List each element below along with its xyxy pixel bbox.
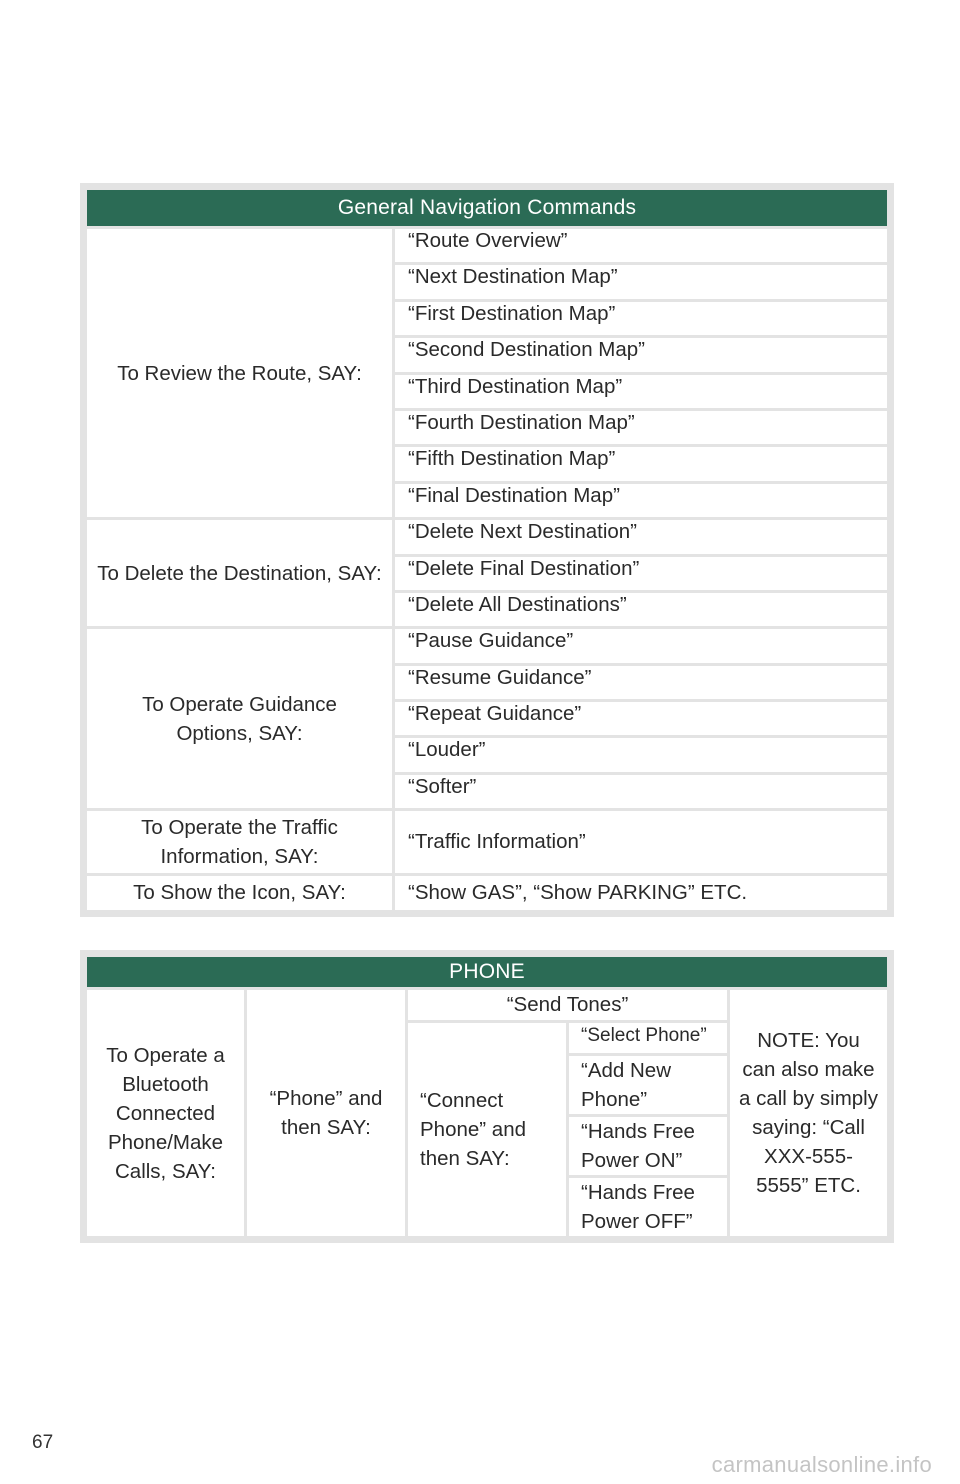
hands-free-off-command [569,1178,727,1236]
command-cell: “Fourth Destination Map” [395,411,887,444]
note-line: XXX-555- [764,1145,853,1168]
label-line: Information, SAY: [160,845,319,869]
command-cell: “Third Destination Map” [395,375,887,408]
label-line: Phone” and [420,1118,527,1141]
label-line: “Connect [420,1089,504,1112]
select-phone-command: “Select Phone” [569,1023,727,1053]
command-cell: “Traffic Information” [395,811,887,873]
phone-then-say-label [247,990,405,1236]
command-cell: “Pause Guidance” [395,629,887,662]
navigation-commands-table [80,183,894,917]
show-icon-label: To Show the Icon, SAY: [87,876,392,909]
hands-free-on-command [569,1117,727,1175]
phone-commands-table [80,950,894,1243]
table-title: General Navigation Commands [87,190,887,226]
label-line: then SAY: [281,1116,371,1139]
guidance-options-label [87,629,392,808]
table-title: PHONE [87,957,887,987]
note-line: can also make [742,1058,875,1081]
command-cell: “Fifth Destination Map” [395,447,887,480]
connect-phone-label [408,1023,566,1236]
command-cell: “Second Destination Map” [395,338,887,371]
command-cell: “Route Overview” [395,229,887,262]
command-cell: “Softer” [395,775,887,808]
command-line: Power OFF” [581,1210,693,1233]
command-cell: “Repeat Guidance” [395,702,887,735]
label-line: Phone/Make [107,1130,224,1154]
command-line: “Hands Free [581,1120,695,1143]
label-line: then SAY: [420,1147,510,1170]
label-line: Calls, SAY: [114,1159,217,1183]
command-cell: “Delete Next Destination” [395,520,887,553]
label-line: To Operate the Traffic [141,816,338,840]
note-line: NOTE: You [757,1029,860,1052]
note-line: a call by simply [739,1087,878,1110]
label-line: Options, SAY: [176,721,303,745]
label-line: “Phone” and [269,1087,383,1110]
operate-bluetooth-label [87,990,244,1236]
note-line: 5555” ETC. [756,1174,861,1197]
command-cell: “Next Destination Map” [395,265,887,298]
command-cell: “Final Destination Map” [395,484,887,517]
command-cell: “Louder” [395,738,887,771]
label-line: Bluetooth [122,1072,209,1096]
label-line: To Operate Guidance [142,692,337,716]
watermark: carmanualsonline.info [711,1452,932,1477]
note-line: saying: “Call [752,1116,865,1139]
page-number: 67 [32,1432,54,1453]
note-text [730,990,887,1236]
command-cell: “Show GAS”, “Show PARKING” ETC. [395,876,887,909]
command-cell: “First Destination Map” [395,302,887,335]
command-line: “Add New [581,1059,672,1082]
delete-destination-label: To Delete the Destination, SAY: [87,520,392,626]
command-line: Phone” [581,1088,648,1111]
label-line: To Operate a [106,1043,225,1067]
command-cell: “Delete Final Destination” [395,557,887,590]
label-line: Connected [115,1101,216,1125]
send-tones-command: “Send Tones” [408,990,727,1020]
command-line: “Hands Free [581,1181,695,1204]
command-cell: “Delete All Destinations” [395,593,887,626]
traffic-information-label [87,811,392,873]
command-line: Power ON” [581,1149,683,1172]
review-route-label: To Review the Route, SAY: [87,229,392,517]
command-cell: “Resume Guidance” [395,666,887,699]
add-new-phone-command [569,1056,727,1114]
